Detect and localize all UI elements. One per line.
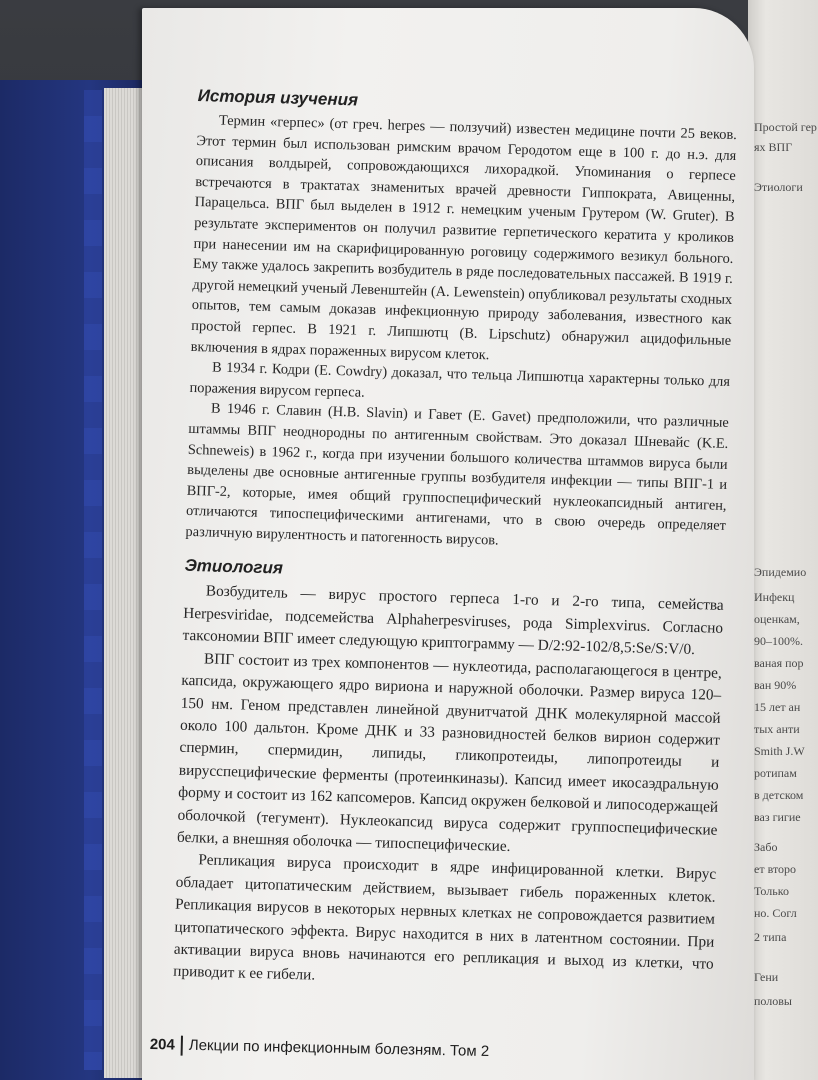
- facing-page-text: Простой гер: [754, 120, 817, 134]
- etiology-section: [173, 556, 725, 998]
- cover-pattern: [84, 90, 102, 1070]
- facing-page-text: Этиологи: [754, 180, 803, 194]
- facing-page-text: Только: [754, 884, 789, 898]
- etiology-paragraph-3: Репликация вируса происходит в ядре инфицированной клетки. Вирус обладает цитопатическим действием, вызывает гибель пораженных клеток. Репликация вирусов в некоторых нервных клетках не сопровождается развитием цитопатического эффекта. Вирус находится в них в латентном состоянии. При активации вируса вновь начинаются его репликация и выход из клетки, что приводит к ее гибели.: [173, 851, 717, 984]
- facing-page-text: Эпидемио: [754, 565, 807, 579]
- page-edges: [104, 88, 144, 1078]
- facing-page-text: Забо: [754, 840, 778, 854]
- book-title: Лекции по инфекционным болезням. Том 2: [188, 1036, 490, 1061]
- facing-page-text: 15 лет ан: [754, 700, 801, 714]
- facing-page-text: ван 90%: [754, 678, 797, 692]
- etiology-paragraph-1: Возбудитель — вирус простого герпеса 1-го и 2-го типа, семейства Herpesviridae, подсемейства Alphaherpesviruses, рода Simplexvirus. Согласно таксономии ВПГ имеет следующую криптограмму — D/2:92-102/8,5:Se/S:V/0.: [182, 582, 724, 659]
- facing-page-text: ваная пор: [754, 656, 804, 670]
- facing-page-text: ет второ: [754, 862, 797, 876]
- facing-page: [748, 0, 818, 1080]
- facing-page-text: в детском: [754, 788, 804, 802]
- page-content: [173, 86, 738, 999]
- etiology-paragraph-2: ВПГ состоит из трех компонентов — нуклеотида, располагающегося в центре, капсида, окружающего ядро вириона и наружной оболочки. Размер вируса 120–150 нм. Геном представлен линейной двунитчатой ДНК молекулярной массой около 100 дальтон. Кроме ДНК и 33 разновидностей белков вирион содержит спермин, спермидин, липиды, гликопротеиды, липопротеиды и вирусспецифические ферменты (протеинкиназы). Капсид имеет икосаэдральную форму и состоит из 162 капсомеров. Капсид окружен белковой и липосодержащей оболочкой (тегумент). Нуклеокапсид вируса содержит группоспецифические белки, а внешняя оболочка — типоспецифические.: [176, 650, 723, 855]
- history-paragraph-2: В 1934 г. Кодри (E. Cowdry) доказал, что тельца Липшютца характерны только для поражения вирусом герпеса.: [189, 359, 731, 401]
- facing-page-text: тых анти: [754, 722, 800, 736]
- facing-page-text: ях ВПГ: [754, 140, 793, 154]
- facing-page-text: Smith J.W: [754, 744, 805, 758]
- facing-page-text: но. Согл: [754, 906, 797, 920]
- facing-page-text: Инфекц: [754, 590, 795, 604]
- footer-divider: [181, 1036, 183, 1056]
- facing-page-text: 2 типа: [754, 930, 787, 944]
- facing-page-text: 90–100%.: [754, 634, 803, 648]
- history-paragraph-1: Термин «герпес» (от греч. herpes — ползучий) известен медицине почти 25 веков. Этот термин был использован римским врачом Геродотом еще в 100 г. до н.э. для описания волдырей, сопровождающихся лихорадкой. Упоминания о герпесе встречаются в трактатах знаменитых врачей древности Гиппократа, Авиценны, Парацельса. ВПГ был выделен в 1912 г. немецким ученым Грутером (W. Gruter). В результате экспериментов он получил развитие герпетического кератита у кроликов при нанесении им на скарифицированную роговицу содержимого везикул больного. Ему также удалось закрепить возбудитель в ряде последовательных пассажей. В 1919 г. другой немецкий ученый Левенштейн (A. Lewenstein) опубликовал результаты сходных опытов, тем самым доказав инфекционную природу заболевания, известного как простой герпес. В 1921 г. Липшютц (B. Lipschutz) обнаружил ацидофильные включения в ядрах пораженных вирусом клеток.: [190, 112, 738, 363]
- section-heading-history: История изучения: [197, 86, 359, 110]
- page-number: 204: [149, 1035, 176, 1054]
- facing-page-text: Гени: [754, 970, 779, 984]
- facing-page-text: ротипам: [754, 766, 797, 780]
- book-page: [142, 8, 754, 1080]
- history-paragraph-3: В 1946 г. Славин (H.B. Slavin) и Гавет (E. Gavet) предположили, что различные штаммы ВПГ неоднородны по антигенным свойствам. Это доказал Шневайс (K.E. Schneweis) в 1962 г., когда при изучении большого количества штаммов вируса были выделены две основные антигенные группы возбудителя инфекции — типы ВПГ-1 и ВПГ-2, которые, имея общий группоспецифический нуклеокапсидный антиген, отличаются типоспецифическими антигенами, что в свою очередь определяет различную вирулентность и патогенность вирусов.: [185, 400, 730, 549]
- section-heading-etiology: Этиология: [184, 556, 284, 579]
- facing-page-text: ваз гигие: [754, 810, 801, 824]
- facing-page-text: оценкам,: [754, 612, 800, 626]
- facing-page-text: половы: [754, 994, 792, 1008]
